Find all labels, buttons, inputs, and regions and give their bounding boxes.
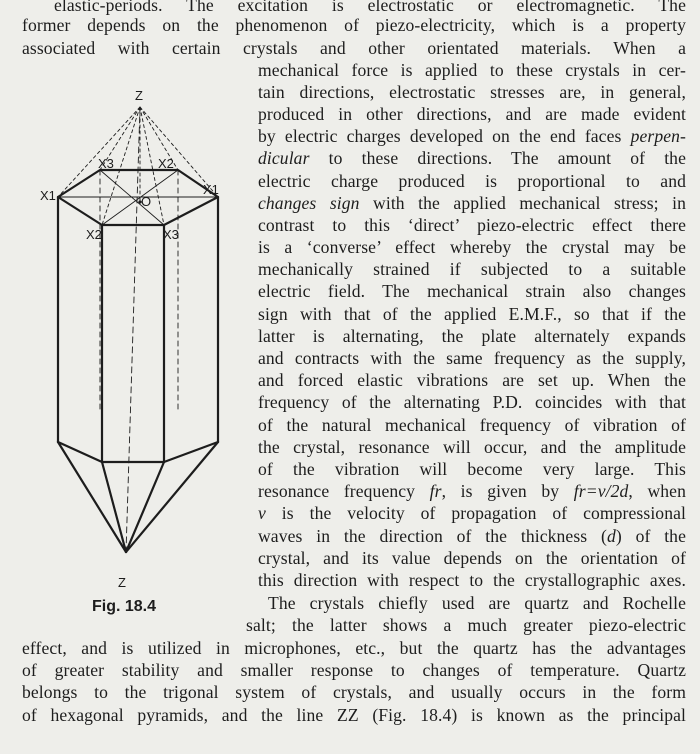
label-x1-left: X1 xyxy=(40,188,56,203)
label-x3-bottom: X3 xyxy=(163,227,179,242)
text-line: crystal, and its value depends on the orientation of xyxy=(258,548,686,568)
text-line: is a ‘converse’ effect whereby the crystal may be xyxy=(258,237,686,257)
hidden-edges xyxy=(100,170,178,412)
text-line: sign with that of the applied E.M.F., so that if the xyxy=(258,304,686,324)
text-line: latter is alternating, the plate alternately expands xyxy=(258,326,686,346)
italic-run: d xyxy=(606,526,616,546)
text-line: the crystal, resonance will occur, and the amplitude xyxy=(258,437,686,457)
italic-run: v xyxy=(258,503,266,523)
text-line xyxy=(258,192,686,214)
text-line: of greater stability and smaller response to changes of temperature. Quartz xyxy=(22,660,686,680)
text-run: ) of the xyxy=(615,526,686,546)
text-line: salt; the latter shows a much greater piezo-electric xyxy=(246,615,686,635)
text-line: this direction with respect to the crystallographic axes. xyxy=(258,570,686,590)
label-z-top: Z xyxy=(135,88,143,103)
text-line: and contracts with the same frequency as the supply, xyxy=(258,348,686,368)
crystal-figure xyxy=(30,82,240,592)
text-line: elastic-periods. The excitation is electrostatic or electromagnetic. The xyxy=(54,0,686,15)
italic-run: changes sign xyxy=(258,193,360,213)
text-run: , when xyxy=(628,481,686,501)
label-x1-right: X1 xyxy=(203,182,219,197)
text-line xyxy=(258,147,686,169)
text-line xyxy=(258,480,686,502)
prism-edges xyxy=(58,197,218,552)
text-line: associated with certain crystals and other orientated materials. When a xyxy=(22,38,686,58)
text-line: tain directions, electrostatic stresses are, in general, xyxy=(258,82,686,102)
text-line: and forced elastic vibrations are set up. When the xyxy=(258,370,686,390)
quartz-crystal-diagram xyxy=(30,82,240,592)
text-line: of the vibration will become very large. This xyxy=(258,459,686,479)
text-run: waves in the direction of the thickness ( xyxy=(258,526,607,546)
apex-dashed-lines xyxy=(58,107,218,225)
text-run: by electric charges developed on the end faces xyxy=(258,126,631,146)
italic-run: perpen- xyxy=(630,126,686,146)
text-line: former depends on the phenomenon of piezo-electricity, which is a property xyxy=(22,15,686,35)
text-line: mechanical force is applied to these crystals in cer- xyxy=(258,60,686,80)
text-line: The crystals chiefly used are quartz and Rochelle xyxy=(268,593,686,613)
text-run: to these directions. The amount of the xyxy=(309,148,686,168)
figure-caption: Fig. 18.4 xyxy=(92,598,157,615)
text-line: produced in other directions, and are made evident xyxy=(258,104,686,124)
label-x2-top: X2 xyxy=(158,156,174,171)
text-run: , is given by xyxy=(441,481,574,501)
text-line: mechanically strained if subjected to a suitable xyxy=(258,259,686,279)
text-line: electric field. The mechanical strain also changes xyxy=(258,281,686,301)
text-line: electric charge produced is proportional to and xyxy=(258,171,686,191)
label-z-bottom: Z xyxy=(118,575,126,590)
z-axis-line xyxy=(126,107,140,552)
italic-run: fr xyxy=(429,481,442,501)
text-line: belongs to the trigonal system of crystals, and usually occurs in the form xyxy=(22,682,686,702)
italic-run: dicular xyxy=(258,148,310,168)
text-line: of the natural mechanical frequency of vibration of xyxy=(258,415,686,435)
text-line: effect, and is utilized in microphones, etc., but the quartz has the advantages xyxy=(22,638,686,658)
text-run: with the applied mechanical stress; in xyxy=(359,193,686,213)
label-origin: O xyxy=(141,194,152,209)
text-line xyxy=(258,525,686,547)
text-line: contrast to this ‘direct’ piezo-electric effect there xyxy=(258,215,686,235)
text-line: frequency of the alternating P.D. coincides with that xyxy=(258,392,686,412)
text-line xyxy=(258,125,686,147)
text-run: resonance frequency xyxy=(258,481,430,501)
text-line xyxy=(258,502,686,524)
italic-run: fr=v/2d xyxy=(573,481,629,501)
text-line: of hexagonal pyramids, and the line ZZ (Fig. 18.4) is known as the principal xyxy=(22,705,686,725)
text-run: is the velocity of propagation of compressional xyxy=(265,503,686,523)
label-x2-bottom: X2 xyxy=(86,227,102,242)
label-x3-top: X3 xyxy=(98,156,114,171)
